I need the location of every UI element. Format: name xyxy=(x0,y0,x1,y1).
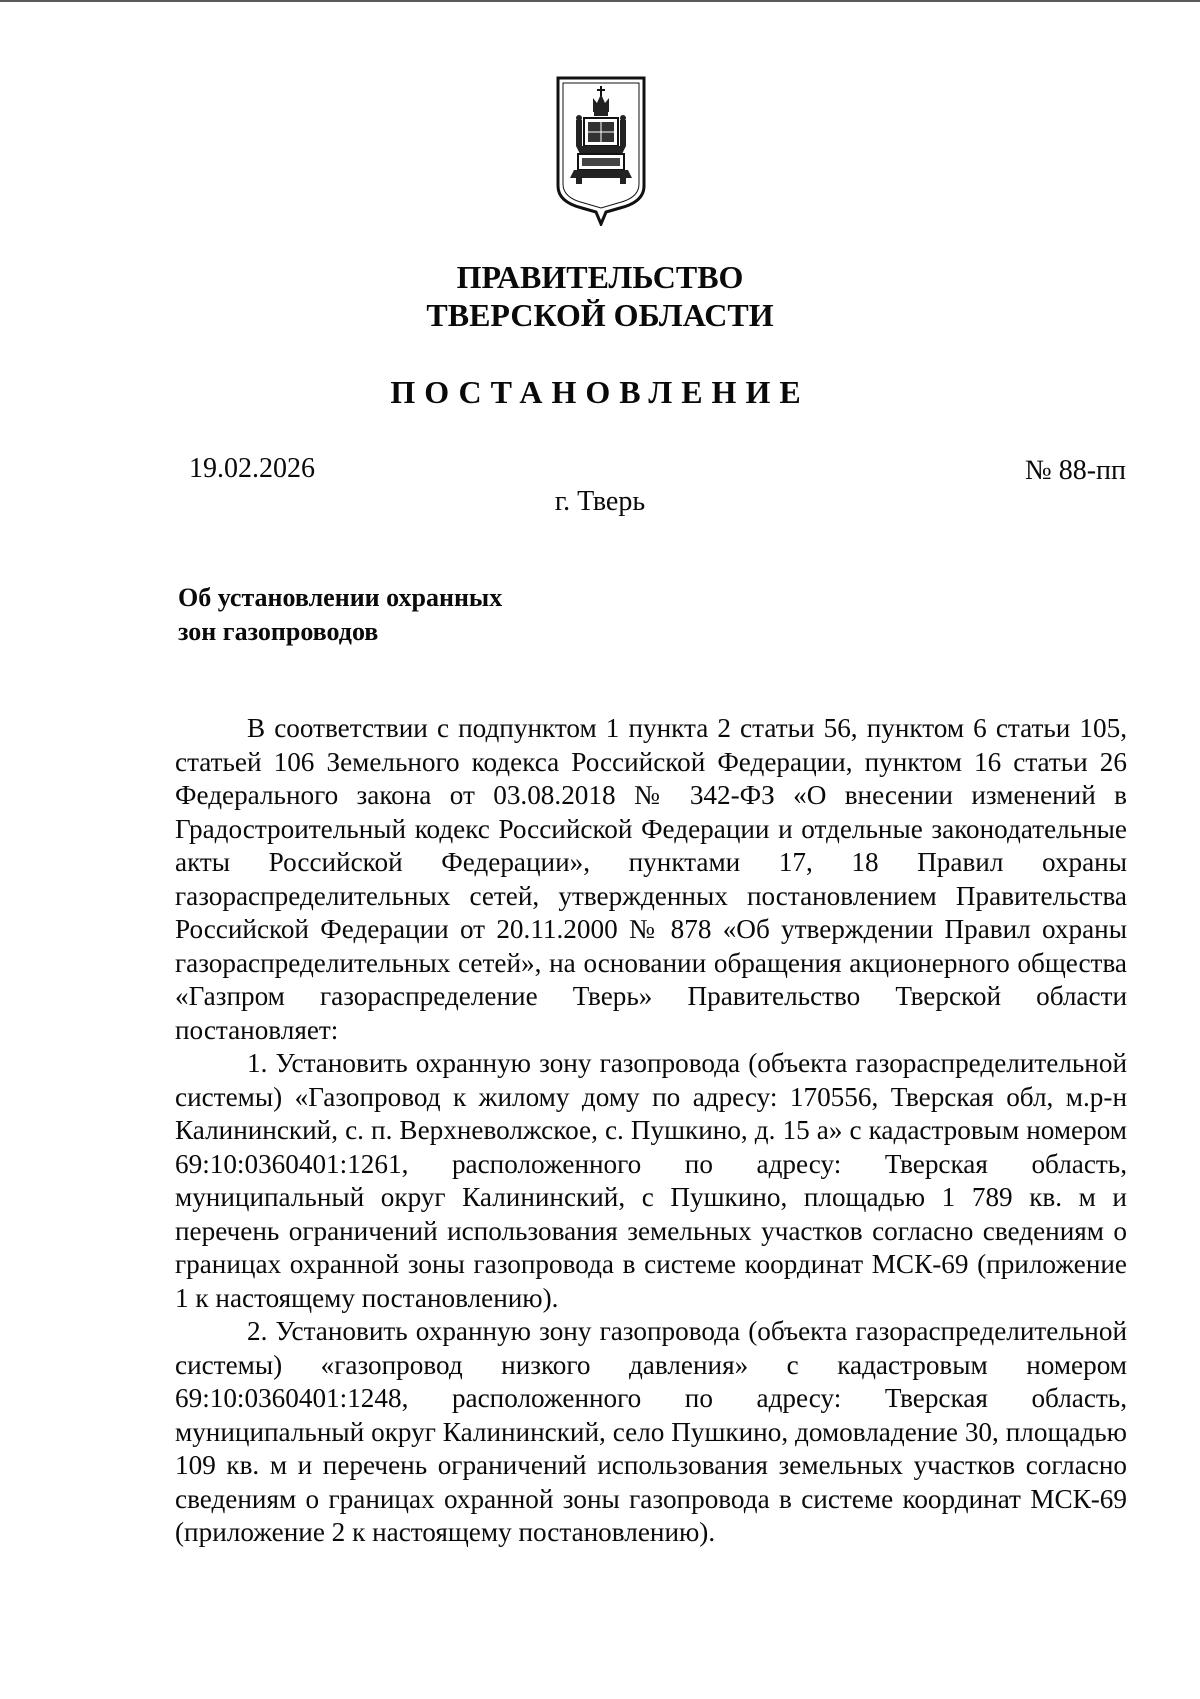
document-subject xyxy=(178,581,598,649)
document-number: № 88-пп xyxy=(1024,455,1126,486)
document-type-heading: ПОСТАНОВЛЕНИЕ xyxy=(390,374,810,410)
document-city: г. Тверь xyxy=(554,486,646,517)
document-date: 19.02.2026 xyxy=(189,453,315,484)
government-title-line1: ПРАВИТЕЛЬСТВО xyxy=(456,259,744,295)
clause-1-paragraph: 1. Установить охранную зону газопровода (объекта газораспределительной системы) «Газопровод к жилому дому по адресу: 170556, Тверская обл, м.р-н Калининский, с. п. Верхневолжское, с. Пушкино, д. 15 а» с кадастровым номером 69:10:0360401:1261, расположенного по адресу: Тверская область, муниципальный округ Калининский, с Пушкино, площадью 1 789 кв. м и перечень ограничений использования земельных участков согласно сведениям о границах охранной зоны газопровода в системе координат МСК-69 (приложение 1 к настоящему постановлению). xyxy=(175,1048,1127,1313)
government-title-line2: ТВЕРСКОЙ ОБЛАСТИ xyxy=(426,297,774,333)
preamble-paragraph: В соответствии с подпунктом 1 пункта 2 статьи 56, пунктом 6 статьи 105, статьей 106 Земельного кодекса Российской Федерации, пунктом 16 статьи 26 Федерального закона от 03.08.2018 № 342-ФЗ «О внесении изменений в Градостроительный кодекс Российской Федерации и отдельные законодательные акты Российской Федерации», пунктами 17, 18 Правил охраны газораспределительных сетей, утвержденных постановлением Правительства Российской Федерации от 20.11.2000 № 878 «Об утверждении Правил охраны газораспределительных сетей», на основании обращения акционерного общества «Газпром газораспределение Тверь» Правительство Тверской области постановляет: xyxy=(175,713,1127,1045)
subject-line2: зон газопроводов xyxy=(178,617,379,646)
document-body xyxy=(175,712,1127,1550)
government-title xyxy=(0,258,1200,334)
page-top-edge xyxy=(0,0,1200,2)
subject-line1: Об установлении охранных xyxy=(178,583,503,612)
coat-of-arms-icon xyxy=(554,74,648,226)
clause-2-paragraph: 2. Установить охранную зону газопровода (объекта газораспределительной системы) «газопровод низкого давления» с кадастровым номером 69:10:0360401:1248, расположенного по адресу: Тверская область, муниципальный округ Калининский, село Пушкино, домовладение 30, площадью 109 кв. м и перечень ограничений использования земельных участков согласно сведениям о границах охранной зоны газопровода в системе координат МСК-69 (приложение 2 к настоящему постановлению). xyxy=(175,1316,1127,1547)
